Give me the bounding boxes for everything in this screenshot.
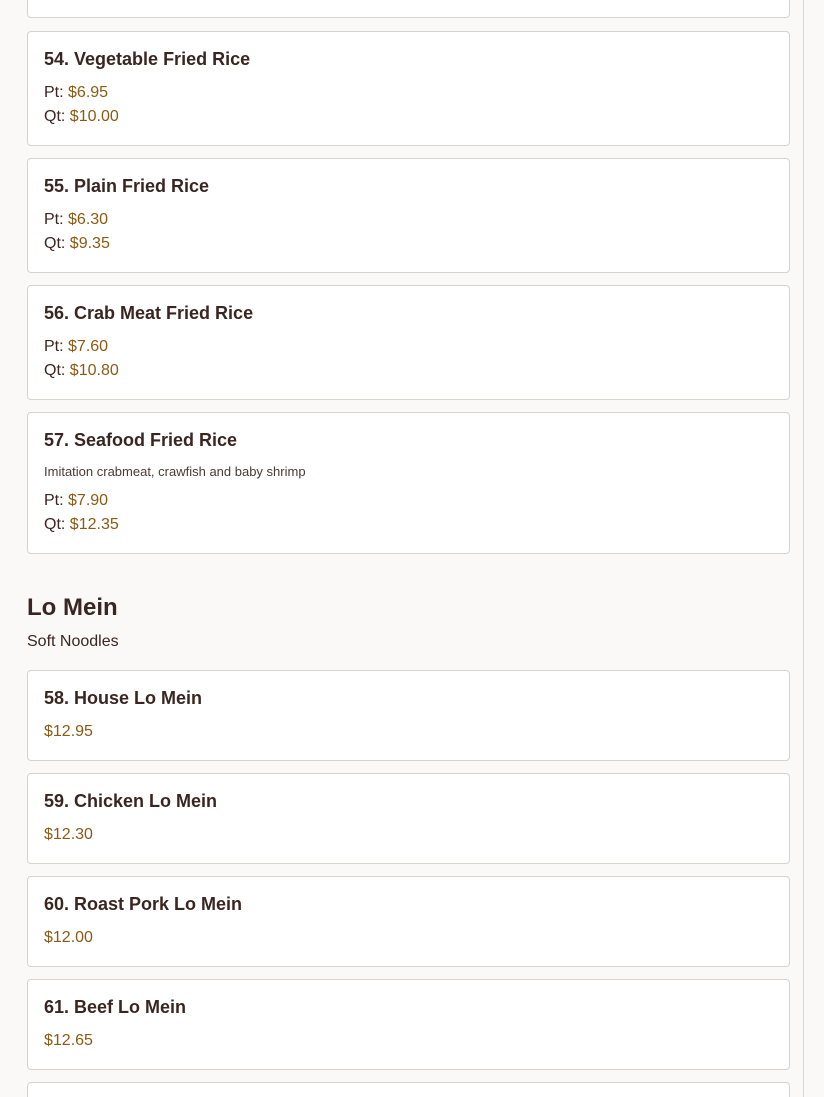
pint-price-line bbox=[44, 492, 108, 510]
menu-item-card-partial[interactable] bbox=[27, 1082, 790, 1097]
menu-item-card[interactable] bbox=[27, 979, 790, 1070]
pint-price: $6.30 bbox=[68, 211, 109, 228]
section-subtitle: Soft Noodles bbox=[27, 633, 119, 650]
section-title: Lo Mein bbox=[27, 594, 118, 621]
item-name: 58. House Lo Mein bbox=[44, 688, 203, 708]
item-name: 56. Crab Meat Fried Rice bbox=[44, 303, 254, 323]
item-price: $12.95 bbox=[44, 723, 93, 740]
quart-label: Qt: bbox=[44, 108, 66, 125]
item-name: 57. Seafood Fried Rice bbox=[44, 430, 238, 450]
item-name: 54. Vegetable Fried Rice bbox=[44, 49, 251, 69]
pint-price: $7.60 bbox=[68, 338, 109, 355]
menu-item-card[interactable] bbox=[27, 876, 790, 967]
menu-item-card-partial[interactable] bbox=[27, 0, 790, 18]
pint-label: Pt: bbox=[44, 211, 64, 228]
menu-item-card[interactable] bbox=[27, 31, 790, 146]
quart-price-line bbox=[44, 516, 119, 534]
quart-price: $10.00 bbox=[69, 108, 119, 125]
quart-price-line bbox=[44, 362, 119, 380]
pint-price-line bbox=[44, 211, 108, 229]
item-name: 55. Plain Fried Rice bbox=[44, 176, 210, 196]
menu-item-card[interactable] bbox=[27, 158, 790, 273]
menu-item-card[interactable] bbox=[27, 773, 790, 864]
item-name: 59. Chicken Lo Mein bbox=[44, 791, 218, 811]
quart-label: Qt: bbox=[44, 235, 66, 252]
item-price: $12.65 bbox=[44, 1032, 93, 1049]
quart-label: Qt: bbox=[44, 516, 66, 533]
quart-price: $12.35 bbox=[69, 516, 119, 533]
quart-price-line bbox=[44, 235, 110, 253]
menu-item-card[interactable] bbox=[27, 285, 790, 400]
item-price: $12.00 bbox=[44, 929, 93, 946]
item-price: $12.30 bbox=[44, 826, 93, 843]
pint-price-line bbox=[44, 84, 108, 102]
pint-price-line bbox=[44, 338, 108, 356]
pint-label: Pt: bbox=[44, 84, 64, 101]
item-name: 61. Beef Lo Mein bbox=[44, 997, 187, 1017]
item-name: 60. Roast Pork Lo Mein bbox=[44, 894, 243, 914]
pint-price: $7.90 bbox=[68, 492, 109, 509]
item-description: Imitation crabmeat, crawfish and baby shrimp bbox=[44, 464, 306, 479]
quart-price: $10.80 bbox=[69, 362, 119, 379]
pint-price: $6.95 bbox=[68, 84, 109, 101]
menu-item-card[interactable] bbox=[27, 412, 790, 554]
menu-item-card[interactable] bbox=[27, 670, 790, 761]
quart-price-line bbox=[44, 108, 119, 126]
pint-label: Pt: bbox=[44, 338, 64, 355]
pint-label: Pt: bbox=[44, 492, 64, 509]
quart-label: Qt: bbox=[44, 362, 66, 379]
quart-price: $9.35 bbox=[69, 235, 110, 252]
